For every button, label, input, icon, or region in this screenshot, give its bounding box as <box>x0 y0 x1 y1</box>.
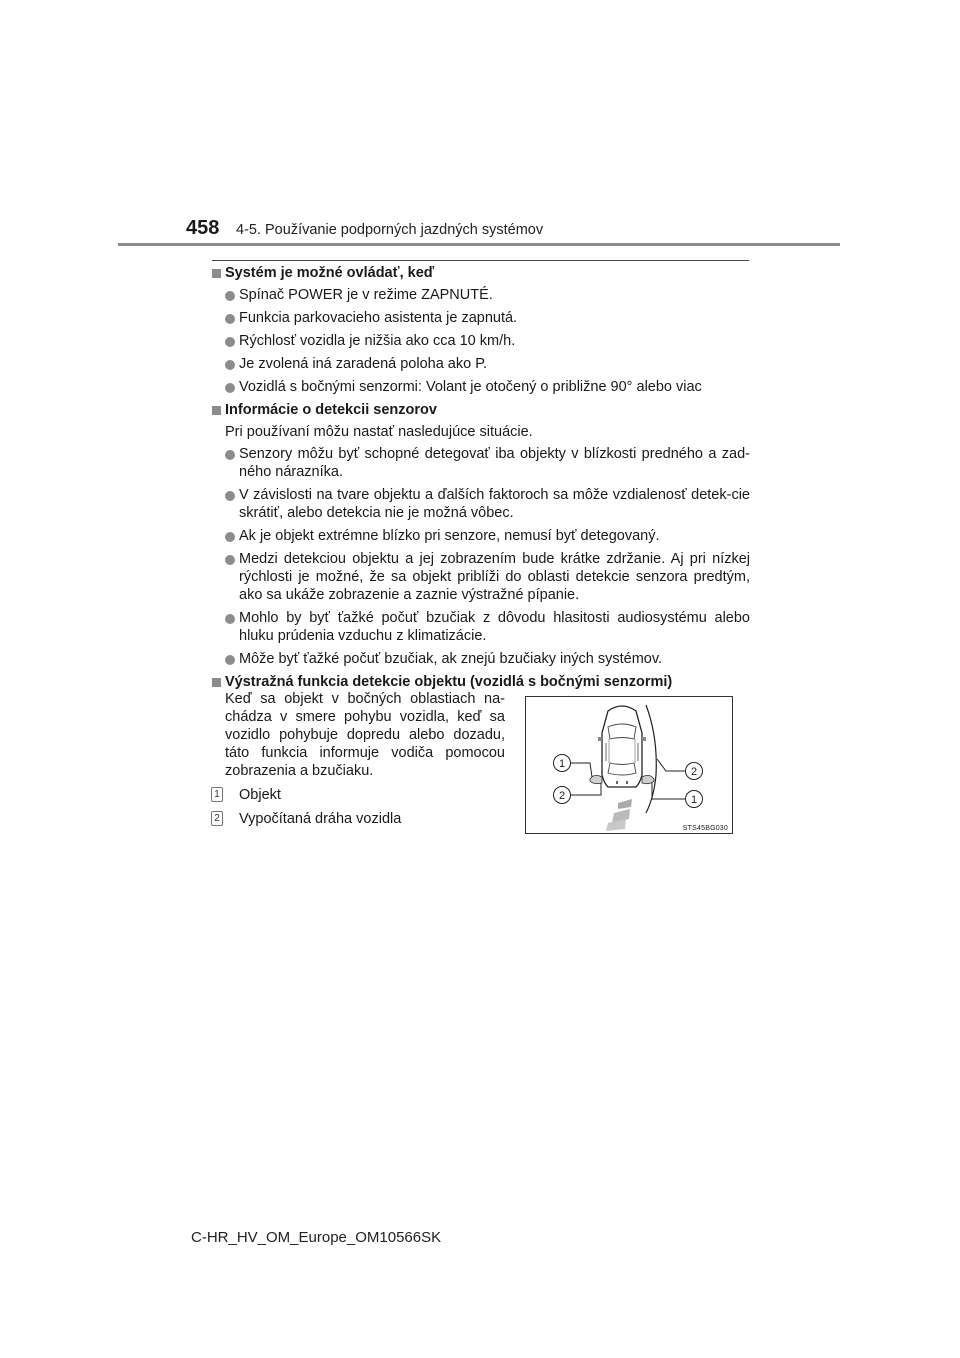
round-bullet-icon <box>225 360 235 370</box>
leader-line <box>570 763 592 777</box>
header-rule <box>118 243 840 246</box>
svg-text:2: 2 <box>558 790 566 802</box>
callout-number-box: 1 <box>211 787 223 802</box>
car-icon <box>598 706 646 787</box>
leader-line <box>657 759 686 771</box>
list-item: Rýchlosť vozidla je nižšia ako cca 10 km/h. <box>212 332 750 350</box>
round-bullet-icon <box>225 314 235 324</box>
round-bullet-icon <box>225 614 235 624</box>
list-item: Funkcia parkovacieho asistenta je zapnutá. <box>212 309 750 327</box>
callout-number-box: 2 <box>211 811 223 826</box>
round-bullet-icon <box>225 337 235 347</box>
warning-description <box>214 690 505 828</box>
square-bullet-icon <box>212 269 221 278</box>
vehicle-diagram-drawing <box>526 697 732 833</box>
legend-item <box>214 786 505 804</box>
round-bullet-icon <box>225 555 235 565</box>
list-item: Môže byť ťažké počuť bzučiak, ak znejú bzučiaky iných systémov. <box>212 650 750 668</box>
callout-2-left <box>554 787 571 804</box>
round-bullet-icon <box>225 532 235 542</box>
svg-text:1: 1 <box>558 758 566 770</box>
list-item: Mohlo by byť ťažké počuť bzučiak z dôvodu hlasitosti audiosystému alebo hluku prúdenia vzduchu z klimatizácie. <box>212 609 750 645</box>
list-item: V závislosti na tvare objektu a ďalších faktoroch sa môže vzdialenosť detek-cie skrátiť, alebo detekcia nie je možná vôbec. <box>212 486 750 522</box>
list-item: Je zvolená iná zaradená poloha ako P. <box>212 355 750 373</box>
round-bullet-icon <box>225 383 235 393</box>
square-bullet-icon <box>212 678 221 687</box>
leader-line <box>652 783 686 799</box>
legend-item <box>214 810 505 828</box>
square-bullet-icon <box>212 406 221 415</box>
list-item: Senzory môžu byť schopné detegovať iba objekty v blízkosti predného a zad-ného nárazníka. <box>212 445 750 481</box>
direction-arrow-icon <box>606 799 632 831</box>
page-number: 458 <box>186 217 220 239</box>
content-rule <box>212 260 749 261</box>
callout-2-right <box>686 763 703 780</box>
list-item: Ak je objekt extrémne blízko pri senzore, nemusí byť detegovaný. <box>212 527 750 545</box>
callout-1-right <box>686 791 703 808</box>
list-item: Medzi detekciou objektu a jej zobrazením bude krátke zdržanie. Aj pri nízkej rýchlosti je možné, že sa objekt priblíži do oblasti detekcie senzora predtým, ako sa ukáže zobrazenie a zaznie výstražné pípanie. <box>212 550 750 604</box>
legend-label: Objekt <box>239 787 281 803</box>
round-bullet-icon <box>225 491 235 501</box>
sensor-zone-icon <box>642 775 654 783</box>
round-bullet-icon <box>225 450 235 460</box>
warning-paragraph: Keď sa objekt v bočných oblastiach na-chádza v smere pohybu vozidla, keď sa vozidlo pohybuje dopredu alebo dozadu, táto funkcia informuje vodiča pomocou zobrazenia a bzučiaku. <box>225 691 505 779</box>
leader-line <box>570 783 601 795</box>
vehicle-diagram <box>525 696 733 834</box>
list-item: Vozidlá s bočnými senzormi: Volant je otočený o približne 90° alebo viac <box>212 378 750 396</box>
round-bullet-icon <box>225 655 235 665</box>
round-bullet-icon <box>225 291 235 301</box>
chapter-title: 4-5. Používanie podporných jazdných systémov <box>236 222 544 238</box>
list-item: Spínač POWER je v režime ZAPNUTÉ. <box>212 286 750 304</box>
figure-code: STS45BG030 <box>682 825 728 832</box>
legend-label: Vypočítaná dráha vozidla <box>239 811 402 827</box>
svg-text:2: 2 <box>690 766 698 778</box>
content <box>212 264 750 695</box>
section-title: Systém je možné ovládať, keď <box>212 264 750 282</box>
callout-1-left <box>554 755 571 772</box>
section-title: Výstražná funkcia detekcie objektu (vozidlá s bočnými senzormi) <box>212 673 750 691</box>
svg-text:1: 1 <box>690 794 698 806</box>
path-arc-line <box>646 705 656 813</box>
section-intro: Pri používaní môžu nastať nasledujúce situácie. <box>225 424 533 440</box>
footer-doc-id: C-HR_HV_OM_Europe_OM10566SK <box>191 1229 442 1246</box>
section-title: Informácie o detekcii senzorov <box>212 401 750 419</box>
